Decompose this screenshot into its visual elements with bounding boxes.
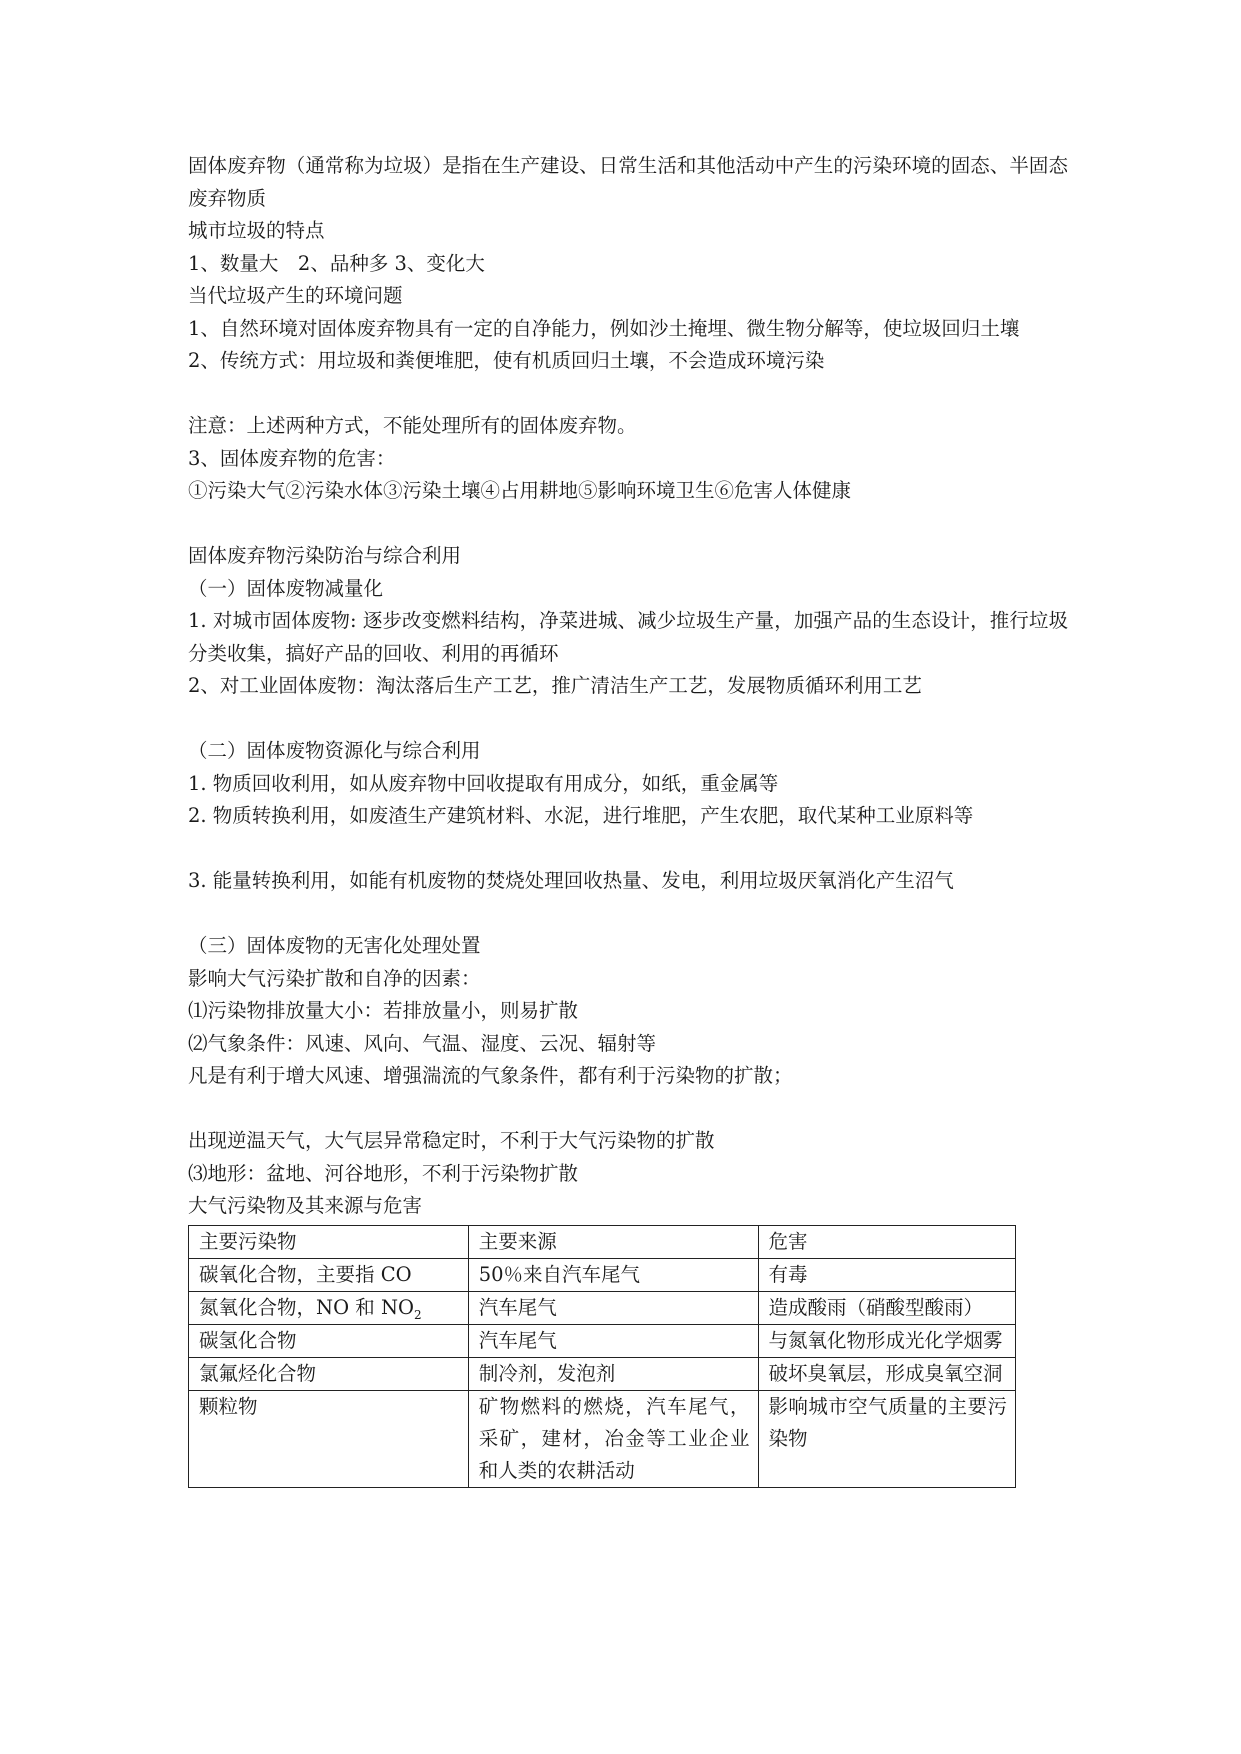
table-cell: 颗粒物 [189,1390,469,1487]
table-header-cell: 主要污染物 [189,1225,469,1258]
table-cell: 汽车尾气 [468,1291,758,1324]
table-row [189,1357,1016,1390]
table-cell: 与氮氧化物形成光化学烟雾 [758,1324,1016,1357]
factor-item-3: ⑶地形：盆地、河谷地形，不利于污染物扩散 [188,1161,579,1185]
table-cell: 有毒 [758,1258,1016,1291]
section-resource: （二）固体废物资源化与综合利用 [188,739,481,762]
heading-city-waste-features: 城市垃圾的特点 [188,219,325,242]
blank-line [188,898,1068,931]
reduction-item-2: 2、对工业固体废物：淘汰落后生产工艺，推广清洁生产工艺，发展物质循环利用工艺 [188,674,922,697]
table-row [189,1324,1016,1357]
table-cell: 破坏臭氧层，形成臭氧空洞 [758,1357,1016,1390]
pollutants-table [188,1225,1016,1488]
table-cell: 矿物燃料的燃烧，汽车尾气，采矿，建材，冶金等工业企业和人类的农耕活动 [468,1390,758,1487]
problem-item-2: 2、传统方式：用垃圾和粪便堆肥，使有机质回归土壤，不会造成环境污染 [188,349,825,372]
problem-item-1: 1、自然环境对固体废弃物具有一定的自净能力，例如沙土掩埋、微生物分解等，使垃圾回归土壤 [188,316,1020,340]
resource-item-1: 1. 物质回收利用，如从废弃物中回收提取有用成分，如纸，重金属等 [188,771,779,795]
hazards-list: ①污染大气②污染水体③污染土壤④占用耕地⑤影响环境卫生⑥危害人体健康 [188,479,852,502]
table-row [189,1390,1016,1487]
table-header-row [189,1225,1016,1258]
blank-line [188,1093,1068,1126]
blank-line [188,508,1068,541]
definition-paragraph: 固体废弃物（通常称为垃圾）是指在生产建设、日常生活和其他活动中产生的污染环境的固态、半固态废弃物质 [188,154,1068,210]
table-cell-text: 氮氧化合物，NO 和 NO [199,1295,414,1319]
reduction-item-1: 1. 对城市固体废物: 逐步改变燃料结构，净菜进城、减少垃圾生产量，加强产品的生态设计，推行垃圾分类收集，搞好产品的回收、利用的再循环 [188,609,1068,665]
section-harmless: （三）固体废物的无害化处理处置 [188,934,481,957]
blank-line [188,703,1068,736]
resource-item-3: 3. 能量转换利用，如能有机废物的焚烧处理回收热量、发电，利用垃圾厌氧消化产生沼气 [188,869,954,892]
features-list: 1、数量大 2、品种多 3、变化大 [188,251,485,275]
table-cell: 影响城市空气质量的主要污染物 [758,1390,1016,1487]
note-paragraph: 注意：上述两种方式，不能处理所有的固体废弃物。 [188,414,637,437]
factor-item-1: ⑴污染物排放量大小：若排放量小，则易扩散 [188,999,579,1022]
heading-environment-problems: 当代垃圾产生的环境问题 [188,284,403,307]
heading-prevention: 固体废弃物污染防治与综合利用 [188,544,462,567]
table-row [189,1258,1016,1291]
heading-hazards: 3、固体废弃物的危害： [188,446,396,470]
document-page [188,150,1068,1488]
factor-note-1: 凡是有利于增大风速、增强湍流的气象条件，都有利于污染物的扩散； [188,1064,793,1087]
table-row [189,1291,1016,1324]
table-cell [189,1291,469,1324]
table-header-cell: 主要来源 [468,1225,758,1258]
blank-line [188,378,1068,411]
table-cell: 碳氢化合物 [189,1324,469,1357]
table-cell: 造成酸雨（硝酸型酸雨） [758,1291,1016,1324]
table-cell: 碳氧化合物，主要指 CO [189,1258,469,1291]
resource-item-2: 2. 物质转换利用，如废渣生产建筑材料、水泥，进行堆肥，产生农肥，取代某种工业原料等 [188,804,974,827]
subscript: 2 [414,1307,422,1322]
factor-item-2: ⑵气象条件：风速、风向、气温、湿度、云况、辐射等 [188,1031,657,1055]
table-header-cell: 危害 [758,1225,1016,1258]
blank-line [188,833,1068,866]
table-cell: 50％来自汽车尾气 [468,1258,758,1291]
table-caption: 大气污染物及其来源与危害 [188,1194,423,1217]
table-cell: 汽车尾气 [468,1324,758,1357]
table-cell: 制冷剂，发泡剂 [468,1357,758,1390]
table-cell: 氯氟烃化合物 [189,1357,469,1390]
section-reduction: （一）固体废物减量化 [188,576,384,600]
factor-note-2: 出现逆温天气，大气层异常稳定时，不利于大气污染物的扩散 [188,1129,715,1152]
heading-diffusion-factors: 影响大气污染扩散和自净的因素： [188,966,481,990]
